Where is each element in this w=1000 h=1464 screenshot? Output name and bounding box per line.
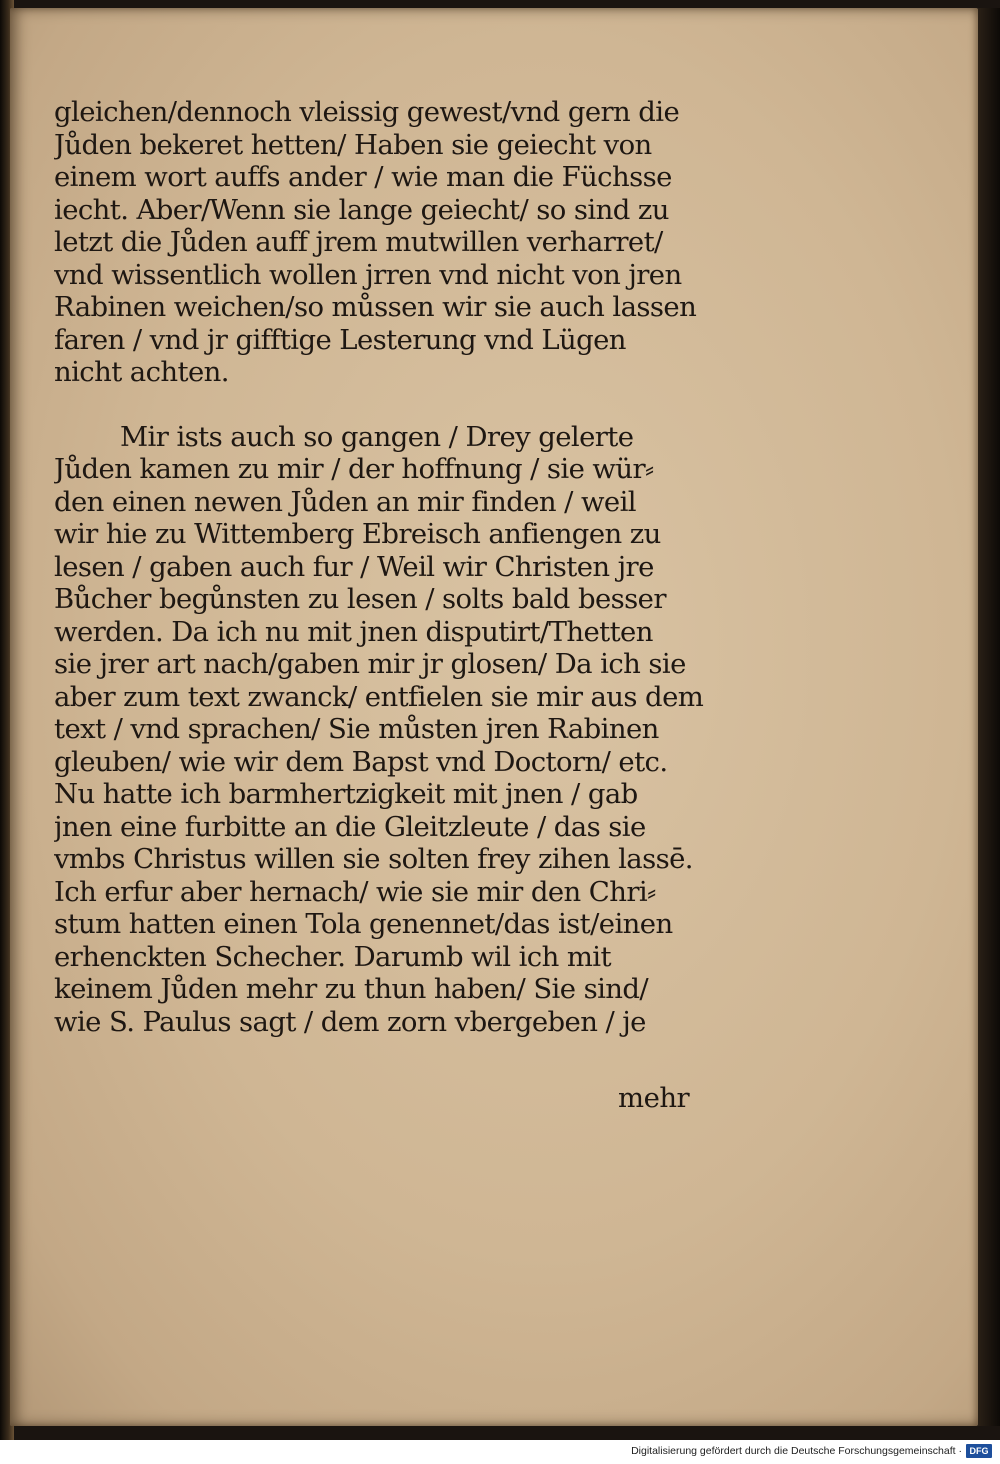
text-line: faren / vnd jr gifftige Lesterung vnd Lügen — [54, 323, 626, 356]
text-line: nicht achten. — [54, 356, 229, 388]
text-line: keinem Jůden mehr zu thun haben/ Sie sind/ — [54, 973, 649, 1005]
dfg-logo: DFG — [966, 1444, 992, 1458]
text-line: wir hie zu Wittemberg Ebreisch anfiengen zu — [54, 518, 661, 550]
text-line: stum hatten einen Tola genennet/das ist/einen — [54, 908, 673, 940]
text-line: werden. Da ich nu mit jnen disputirt/Thetten — [54, 615, 653, 648]
paragraph-first-line: Mir ists auch so gangen / Drey gelerte — [120, 420, 634, 453]
text-line: Jůden kamen zu mir / der hoffnung / sie wür⸗ — [54, 453, 654, 485]
text-line: Nu hatte ich barmhertzigkeit mit jnen / gab — [54, 778, 638, 810]
text-line: Bůcher begůnsten zu lesen / solts bald besser — [54, 583, 666, 615]
text-line: einem wort auffs ander / wie man die Füchsse — [54, 161, 672, 193]
text-line: lesen / gaben auch fur / Weil wir Christen jre — [54, 550, 654, 583]
text-line: Rabinen weichen/so můssen wir sie auch lassen — [54, 291, 697, 323]
text-line: vmbs Christus willen sie solten frey zihen lassē. — [54, 843, 693, 875]
footer-credit: Digitalisierung gefördert durch die Deutsche Forschungsgemeinschaft — [631, 1445, 956, 1457]
text-line: erhenckten Schecher. Darumb wil ich mit — [54, 940, 611, 973]
text-line: Jůden bekeret hetten/ Haben sie geiecht von — [54, 128, 652, 161]
text-line: Ich erfur aber hernach/ wie sie mir den Chri⸗ — [54, 875, 656, 908]
text-line: letzt die Jůden auff jrem mutwillen verharret/ — [54, 226, 663, 258]
text-line: wie S. Paulus sagt / dem zorn vbergeben / je — [54, 1005, 646, 1038]
text-line: jnen eine furbitte an die Gleitzleute / das sie — [54, 810, 646, 843]
footer-separator: · — [958, 1445, 962, 1457]
text-line: text / vnd sprachen/ Sie můsten jren Rabinen — [54, 713, 659, 745]
page-text — [54, 96, 734, 1038]
text-line: gleichen/dennoch vleissig gewest/vnd gern die — [54, 96, 680, 128]
paragraph-gap — [54, 389, 734, 421]
page-edge-shadow — [978, 8, 1000, 1426]
catchword: mehr — [618, 1082, 690, 1114]
footer-credit-line — [631, 1445, 962, 1457]
text-line: aber zum text zwanck/ entfielen sie mir aus dem — [54, 680, 704, 713]
text-line: den einen newen Jůden an mir finden / weil — [54, 485, 636, 518]
text-line: gleuben/ wie wir dem Bapst vnd Doctorn/ etc. — [54, 745, 668, 778]
digitization-footer — [0, 1440, 1000, 1464]
text-line: sie jrer art nach/gaben mir jr glosen/ Da ich sie — [54, 648, 686, 680]
text-line: vnd wissentlich wollen jrren vnd nicht von jren — [54, 258, 682, 291]
text-line: iecht. Aber/Wenn sie lange geiecht/ so sind zu — [54, 193, 669, 226]
